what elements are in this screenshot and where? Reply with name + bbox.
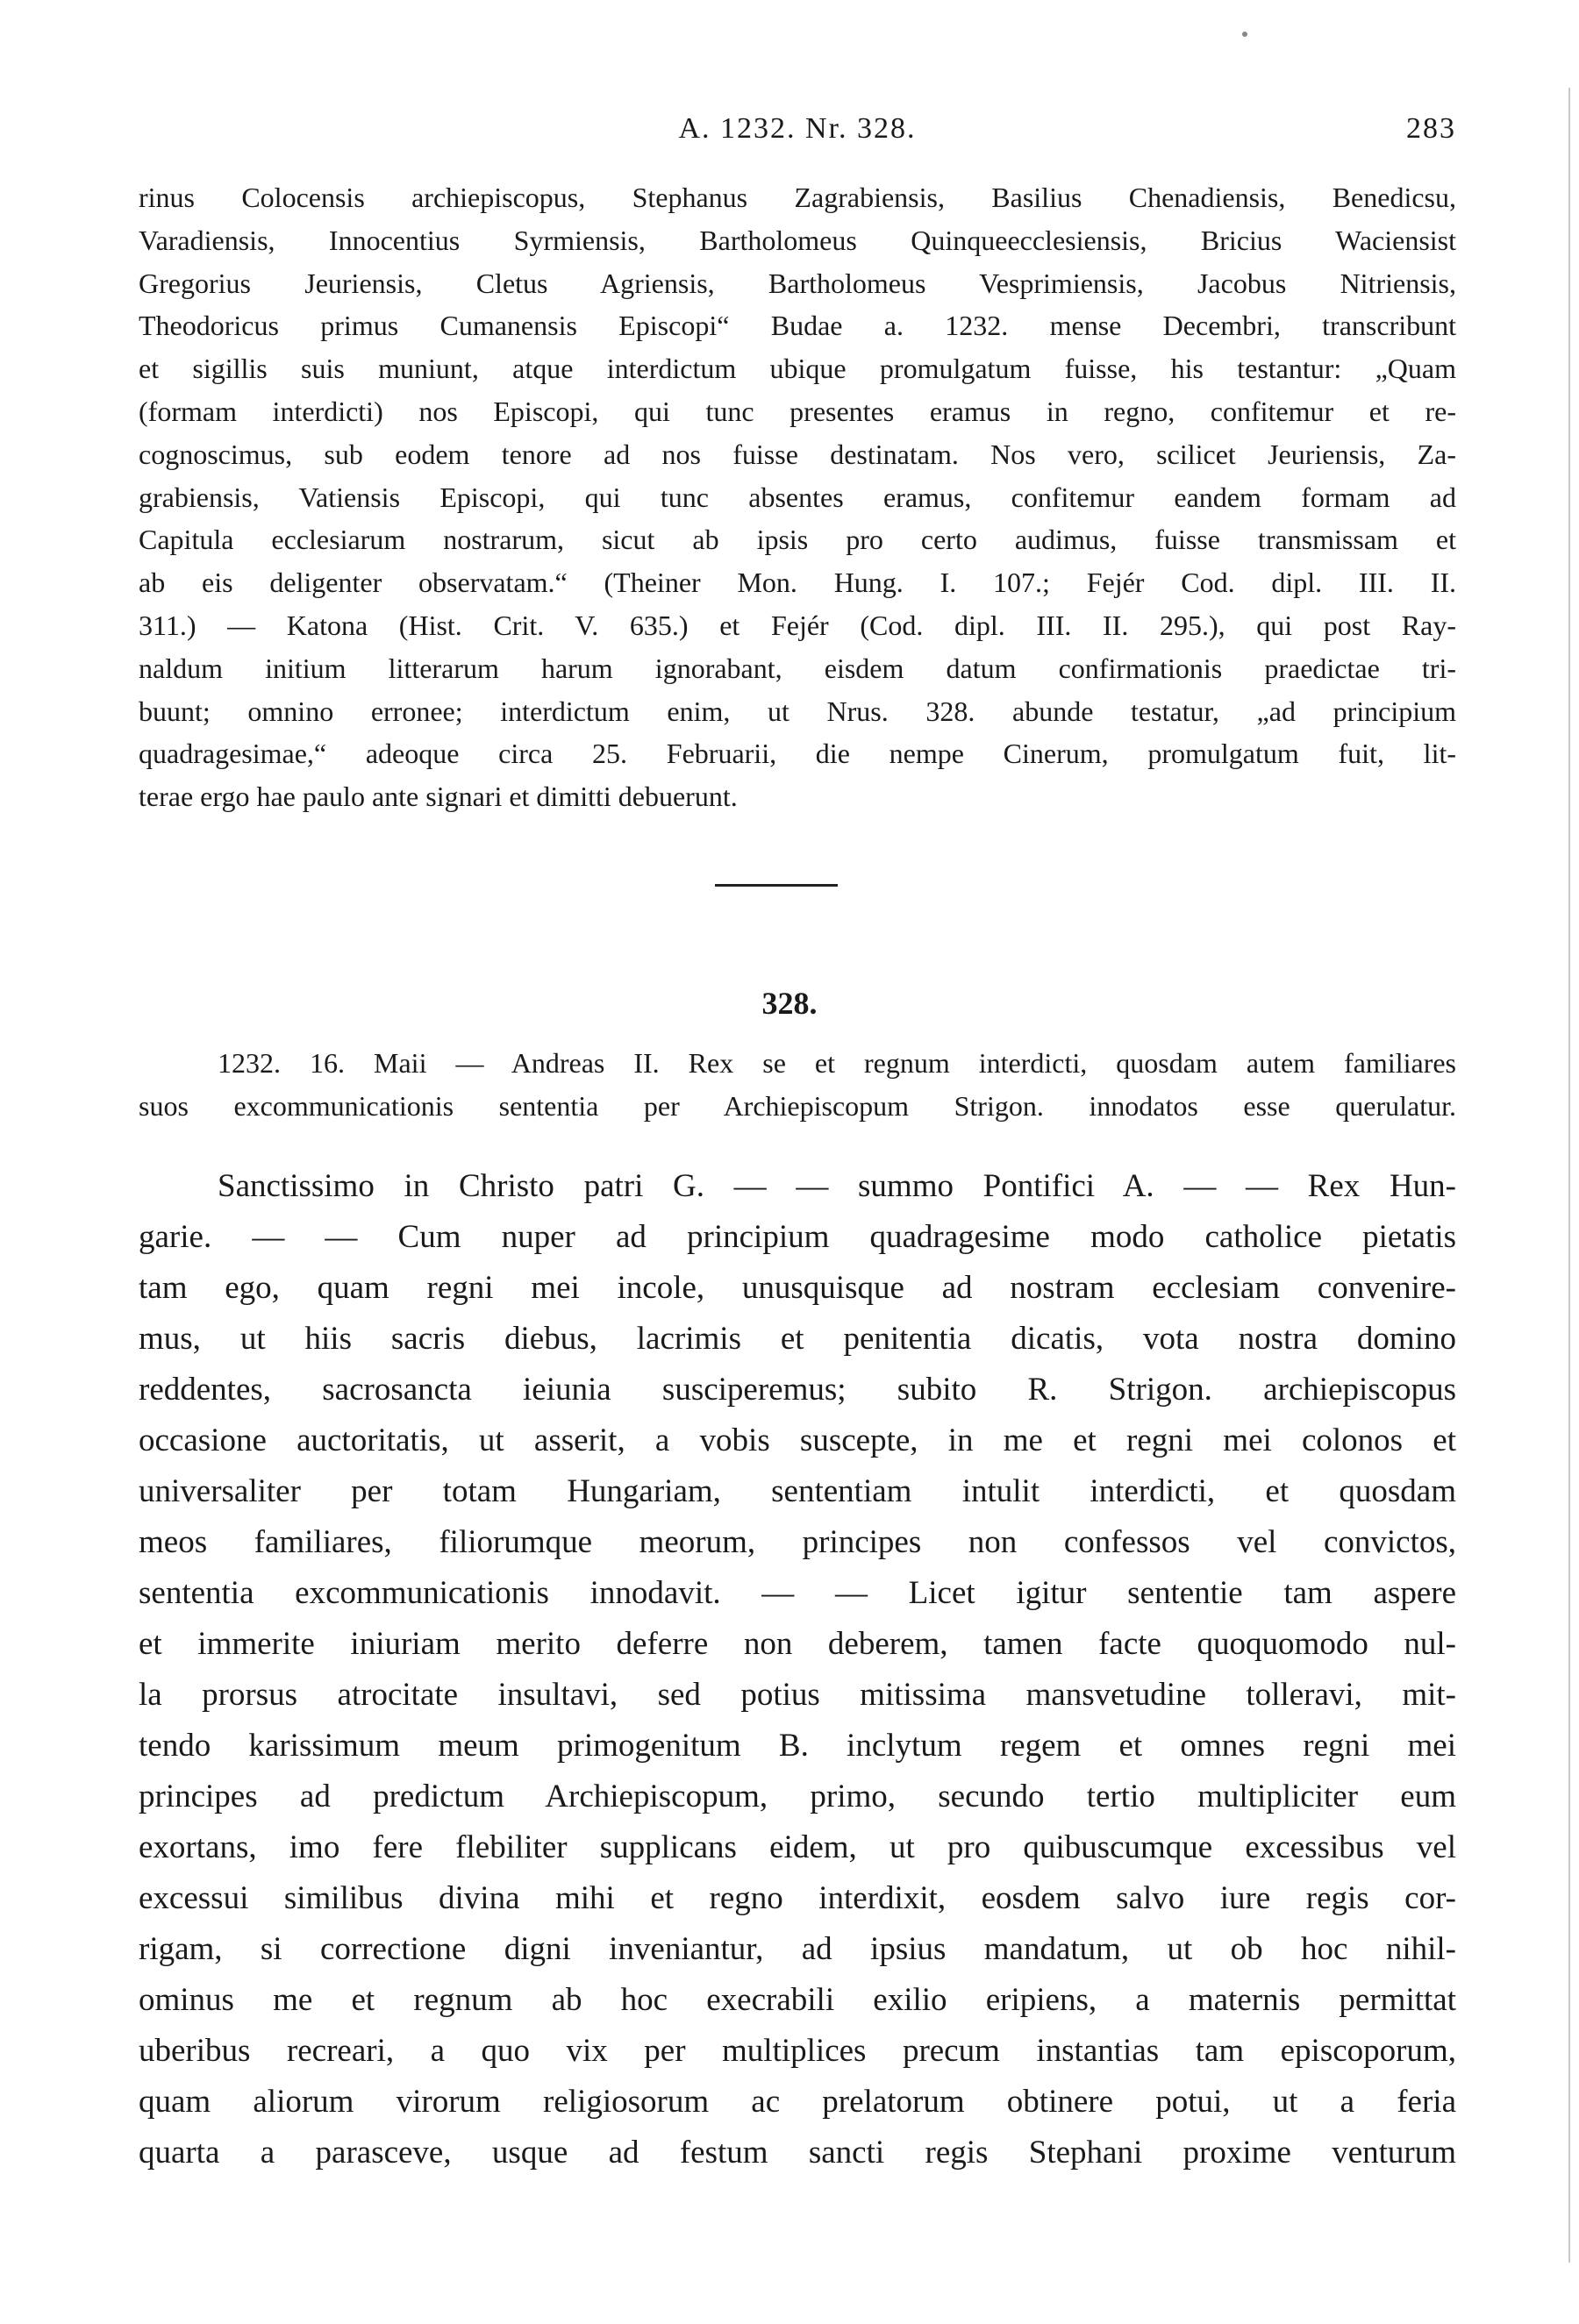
commentary-notes	[139, 176, 1456, 818]
page-edge-line	[1568, 88, 1570, 2263]
page-number: 283	[1406, 112, 1456, 145]
notes-line: grabiensis, Vatiensis Episcopi, qui tunc absentes eramus, confitemur eandem formam ad	[139, 481, 1456, 513]
notes-line: 311.) — Katona (Hist. Crit. V. 635.) et Fejér (Cod. dipl. III. II. 295.), qui post Ray-	[139, 609, 1456, 641]
notes-line: et sigillis suis muniunt, atque interdictum ubique promulgatum fuisse, his testantur: „Quam	[139, 353, 1456, 385]
notes-line: cognoscimus, sub eodem tenore ad nos fuisse destinatam. Nos vero, scilicet Jeuriensis, Za-	[139, 438, 1456, 470]
letter-line: la prorsus atrocitate insultavi, sed potius mitissima mansvetudine tolleravi, mit-	[139, 1677, 1456, 1713]
letter-line: quarta a parasceve, usque ad festum sancti regis Stephani proxime venturum	[139, 2135, 1456, 2171]
letter-line: reddentes, sacrosancta ieiunia susciperemus; subito R. Strigon. archiepiscopus	[139, 1372, 1456, 1408]
running-head: A. 1232. Nr. 328.	[678, 112, 917, 145]
section-separator	[715, 884, 838, 887]
notes-line: naldum initium litterarum harum ignorabant, eisdem datum confirmationis praedictae tri-	[139, 652, 1456, 684]
letter-line: rigam, si correctione digni inveniantur, ad ipsius mandatum, ut ob hoc nihil-	[139, 1931, 1456, 1967]
notes-line: Gregorius Jeuriensis, Cletus Agriensis, Bartholomeus Vesprimiensis, Jacobus Nitriensis,	[139, 267, 1456, 299]
letter-line: tam ego, quam regni mei incole, unusquisque ad nostram ecclesiam convenire-	[139, 1270, 1456, 1306]
page-header	[139, 112, 1456, 151]
letter-line: Sanctissimo in Christo patri G. — — summo Pontifici A. — — Rex Hun-	[218, 1168, 1456, 1204]
regest-line: 1232. 16. Maii — Andreas II. Rex se et regnum interdicti, quosdam autem familiares	[218, 1047, 1456, 1079]
notes-line: Varadiensis, Innocentius Syrmiensis, Bartholomeus Quinqueecclesiensis, Bricius Waciensist	[139, 224, 1456, 256]
notes-line: Capitula ecclesiarum nostrarum, sicut ab ipsis pro certo audimus, fuisse transmissam et	[139, 524, 1456, 556]
letter-line: exortans, imo fere flebiliter supplicans eidem, ut pro quibuscumque excessibus vel	[139, 1829, 1456, 1865]
notes-line: ab eis deligenter observatam.“ (Theiner Mon. Hung. I. 107.; Fejér Cod. dipl. III. II.	[139, 567, 1456, 599]
notes-line: Theodoricus primus Cumanensis Episcopi“ Budae a. 1232. mense Decembri, transcribunt	[139, 310, 1456, 342]
letter-line: principes ad predictum Archiepiscopum, primo, secundo tertio multipliciter eum	[139, 1779, 1456, 1814]
letter-line: universaliter per totam Hungariam, sententiam intulit interdicti, et quosdam	[139, 1473, 1456, 1509]
letter-line: uberibus recreari, a quo vix per multiplices precum instantias tam episcoporum,	[139, 2033, 1456, 2069]
letter-line: excessui similibus divina mihi et regno interdixit, eosdem salvo iure regis cor-	[139, 1880, 1456, 1916]
letter-line: ominus me et regnum ab hoc execrabili exilio eripiens, a maternis permittat	[139, 1982, 1456, 2018]
letter-text	[139, 1161, 1456, 2178]
notes-line: quadragesimae,“ adeoque circa 25. Februarii, die nempe Cinerum, promulgatum fuit, lit-	[139, 738, 1456, 770]
letter-line: meos familiares, filiorumque meorum, principes non confessos vel convictos,	[139, 1524, 1456, 1560]
document-number: 328.	[761, 986, 818, 1021]
regest-line: suos excommunicationis sententia per Archiepiscopum Strigon. innodatos esse querulatur.	[139, 1089, 1456, 1122]
letter-line: et immerite iniuriam merito deferre non deberem, tamen facte quoquomodo nul-	[139, 1626, 1456, 1662]
letter-line: tendo karissimum meum primogenitum B. inclytum regem et omnes regni mei	[139, 1728, 1456, 1764]
notes-line: (formam interdicti) nos Episcopi, qui tunc presentes eramus in regno, confitemur et re-	[139, 395, 1456, 427]
letter-line: quam aliorum virorum religiosorum ac prelatorum obtinere potui, ut a feria	[139, 2084, 1456, 2120]
notes-line: rinus Colocensis archiepiscopus, Stephanus Zagrabiensis, Basilius Chenadiensis, Benedicsu,	[139, 182, 1456, 213]
letter-line: mus, ut hiis sacris diebus, lacrimis et penitentia dicatis, vota nostra domino	[139, 1321, 1456, 1357]
letter-line: garie. — — Cum nuper ad principium quadragesime modo catholice pietatis	[139, 1219, 1456, 1255]
notes-line: buunt; omnino erronee; interdictum enim, ut Nrus. 328. abunde testatur, „ad principium	[139, 695, 1456, 727]
scan-speck	[1242, 32, 1247, 37]
notes-line: terae ergo hae paulo ante signari et dimitti debuerunt.	[139, 781, 738, 813]
letter-line: occasione auctoritatis, ut asserit, a vobis suscepte, in me et regni mei colonos et	[139, 1422, 1456, 1458]
letter-line: sententia excommunicationis innodavit. — — Licet igitur sententie tam aspere	[139, 1575, 1456, 1611]
regest-summary	[139, 1042, 1456, 1128]
